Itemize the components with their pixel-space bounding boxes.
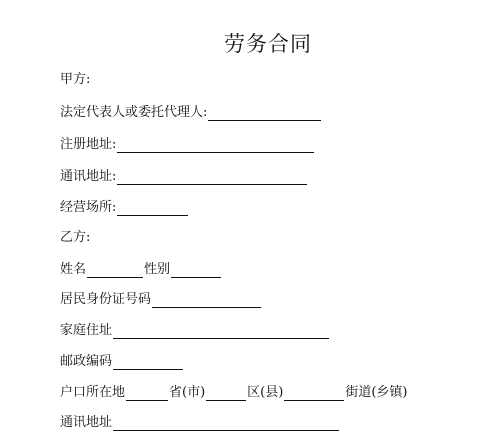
home-address-blank[interactable]	[113, 325, 329, 339]
street-label: 街道(乡镇)	[345, 385, 408, 400]
party-b-heading-label: 乙方:	[60, 230, 91, 245]
party-a-mail-address-label: 通讯地址:	[60, 169, 117, 184]
home-address-label: 家庭住址	[60, 323, 113, 338]
party-b-mail-address-row	[60, 415, 340, 431]
legal-rep-label: 法定代表人或委托代理人:	[60, 105, 208, 120]
id-number-row	[60, 292, 262, 308]
id-number-label: 居民身份证号码	[60, 292, 152, 307]
name-label: 姓名	[60, 262, 87, 277]
postcode-row	[60, 354, 184, 370]
party-b-mail-address-label: 通讯地址	[60, 415, 113, 430]
gender-label: 性别	[144, 262, 171, 277]
province-blank[interactable]	[126, 387, 168, 401]
hukou-row	[60, 385, 407, 401]
business-place-label: 经营场所:	[60, 200, 117, 215]
id-number-blank[interactable]	[152, 294, 261, 308]
postcode-label: 邮政编码	[60, 354, 113, 369]
reg-address-label: 注册地址:	[60, 137, 117, 152]
gender-blank[interactable]	[171, 264, 221, 278]
postcode-blank[interactable]	[113, 356, 183, 370]
business-place-blank[interactable]	[117, 202, 188, 216]
contract-title: 劳务合同	[224, 32, 312, 56]
name-blank[interactable]	[87, 264, 143, 278]
street-blank[interactable]	[284, 387, 344, 401]
party-a-heading	[60, 72, 90, 88]
reg-address-row	[60, 137, 315, 153]
party-b-mail-address-blank[interactable]	[113, 417, 339, 431]
home-address-row	[60, 323, 330, 339]
business-place-row	[60, 200, 189, 216]
legal-rep-blank[interactable]	[208, 107, 321, 121]
hukou-label: 户口所在地	[60, 385, 126, 400]
party-a-mail-address-row	[60, 169, 308, 185]
party-b-heading	[60, 230, 90, 246]
name-gender-row	[60, 262, 222, 278]
legal-rep-row	[60, 105, 322, 121]
party-a-heading-label: 甲方:	[60, 72, 91, 87]
province-label: 省(市)	[169, 385, 206, 400]
district-blank[interactable]	[206, 387, 246, 401]
reg-address-blank[interactable]	[117, 139, 314, 153]
party-a-mail-address-blank[interactable]	[117, 171, 307, 185]
district-label: 区(县)	[247, 385, 284, 400]
